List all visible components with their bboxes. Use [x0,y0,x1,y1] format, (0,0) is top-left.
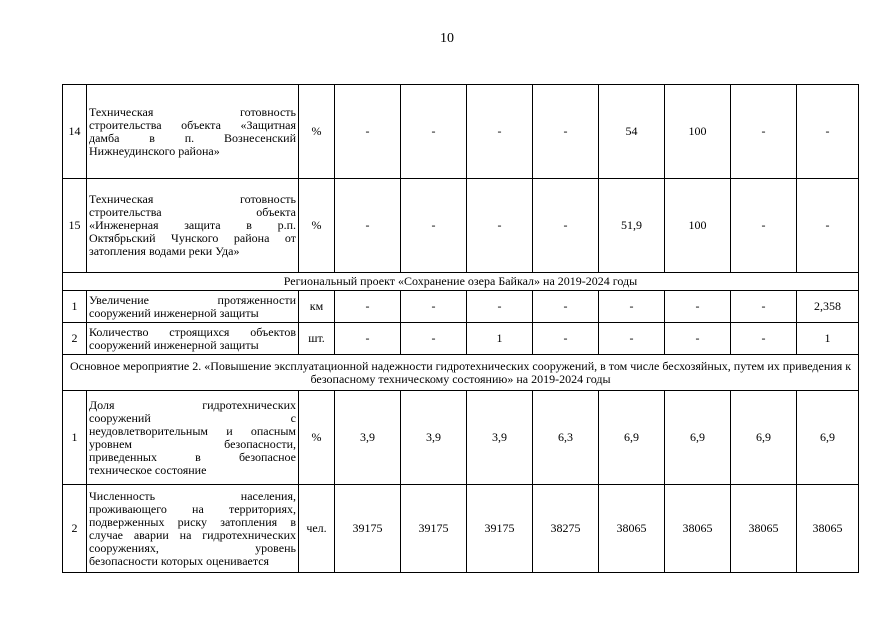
unit-cell: чел. [299,485,335,573]
value-cell: 1 [797,323,859,355]
value-cell: - [467,291,533,323]
unit-cell: % [299,85,335,179]
indicator-name-line: приведенных в безопасное [89,449,296,464]
indicator-name-line: Количество строящихся объектов [89,324,296,339]
value-cell: 51,9 [599,179,665,273]
value-cell: - [731,291,797,323]
indicator-name [87,485,299,573]
indicator-name [87,85,299,179]
unit-cell: шт. [299,323,335,355]
indicator-name-line: сооружений инженерной защиты [89,305,259,320]
value-cell: - [665,323,731,355]
section-header-row [63,355,859,391]
value-cell: 6,3 [533,391,599,485]
table-row [63,485,859,573]
value-cell: 2,358 [797,291,859,323]
value-cell: 39175 [467,485,533,573]
row-number: 2 [63,323,87,355]
row-number: 1 [63,291,87,323]
value-cell: 39175 [335,485,401,573]
indicator-name-line: случае аварии на гидротехнических [89,527,296,542]
value-cell: 6,9 [665,391,731,485]
value-cell: - [533,291,599,323]
indicator-name-line: неудовлетворительным и опасным [89,423,296,438]
indicator-name-line: сооружений инженерной защиты [89,337,259,352]
value-cell: 6,9 [599,391,665,485]
page-number: 10 [440,31,454,46]
indicators-table [62,84,859,573]
row-number: 15 [63,179,87,273]
value-cell: - [599,291,665,323]
value-cell: - [335,85,401,179]
indicator-name [87,391,299,485]
indicator-name-line: строительства объекта «Защитная [89,117,296,132]
indicator-name-line: подверженных риску затопления в [89,514,296,529]
unit-cell: км [299,291,335,323]
indicator-name [87,323,299,355]
indicator-name-line: сооружений с [89,410,296,425]
value-cell: - [731,85,797,179]
row-number: 2 [63,485,87,573]
indicator-name-line: дамба в п. Вознесенский [89,130,296,145]
indicator-name-line: проживающего на территориях, [89,501,296,516]
value-cell: - [401,291,467,323]
indicator-name [87,291,299,323]
value-cell: - [797,85,859,179]
indicator-name-line: Численность населения, [89,488,296,503]
indicator-name-line: безопасности которых оценивается [89,553,270,568]
value-cell: - [665,291,731,323]
table-row [63,323,859,355]
indicator-name-line: Доля гидротехнических [89,397,296,412]
indicator-name-line: сооружениях, уровень [89,540,296,555]
value-cell: - [335,323,401,355]
value-cell: - [335,179,401,273]
indicator-name-line: уровнем безопасности, [89,436,296,451]
value-cell: - [533,179,599,273]
value-cell: - [533,323,599,355]
table-row [63,85,859,179]
row-number: 14 [63,85,87,179]
value-cell: 1 [467,323,533,355]
value-cell: 38065 [599,485,665,573]
value-cell: 38065 [665,485,731,573]
indicator-name-line: Техническая готовность [89,192,296,206]
value-cell: - [731,323,797,355]
value-cell: 3,9 [401,391,467,485]
value-cell: 3,9 [335,391,401,485]
row-number: 1 [63,391,87,485]
indicator-name-line: Октябрьский Чунского района от [89,231,296,245]
table-row [63,291,859,323]
value-cell: 3,9 [467,391,533,485]
table-row [63,179,859,273]
value-cell: - [401,323,467,355]
indicator-name-line: Нижнеудинского района» [89,143,220,158]
value-cell: - [797,179,859,273]
value-cell: - [533,85,599,179]
indicator-name-line: строительства объекта [89,205,296,219]
value-cell: 38065 [797,485,859,573]
unit-cell: % [299,179,335,273]
value-cell: 38065 [731,485,797,573]
value-cell: 54 [599,85,665,179]
indicator-name-line: затопления водами реки Уда» [89,244,240,258]
value-cell: 6,9 [797,391,859,485]
value-cell: - [335,291,401,323]
value-cell: - [599,323,665,355]
value-cell: 100 [665,179,731,273]
value-cell: - [467,179,533,273]
indicator-name-line: техническое состояние [89,462,207,477]
value-cell: - [731,179,797,273]
table-body [63,85,859,573]
value-cell: - [401,179,467,273]
section-title: Основное мероприятие 2. «Повышение эксплуатационной надежности гидротехнических сооружений, в том числе бесхозяйных, путем их приведения к безопасному техническому состоянию» на 2019-2024 годы [63,355,859,391]
indicator-name [87,179,299,273]
indicator-name-line: Увеличение протяженности [89,292,296,307]
value-cell: - [467,85,533,179]
value-cell: 39175 [401,485,467,573]
value-cell: 100 [665,85,731,179]
section-header-row [63,273,859,291]
table-row [63,391,859,485]
value-cell: - [401,85,467,179]
value-cell: 6,9 [731,391,797,485]
indicator-name-line: «Инженерная защита в р.п. [89,218,296,232]
value-cell: 38275 [533,485,599,573]
unit-cell: % [299,391,335,485]
section-title: Региональный проект «Сохранение озера Байкал» на 2019-2024 годы [63,273,859,291]
indicator-name-line: Техническая готовность [89,104,296,119]
